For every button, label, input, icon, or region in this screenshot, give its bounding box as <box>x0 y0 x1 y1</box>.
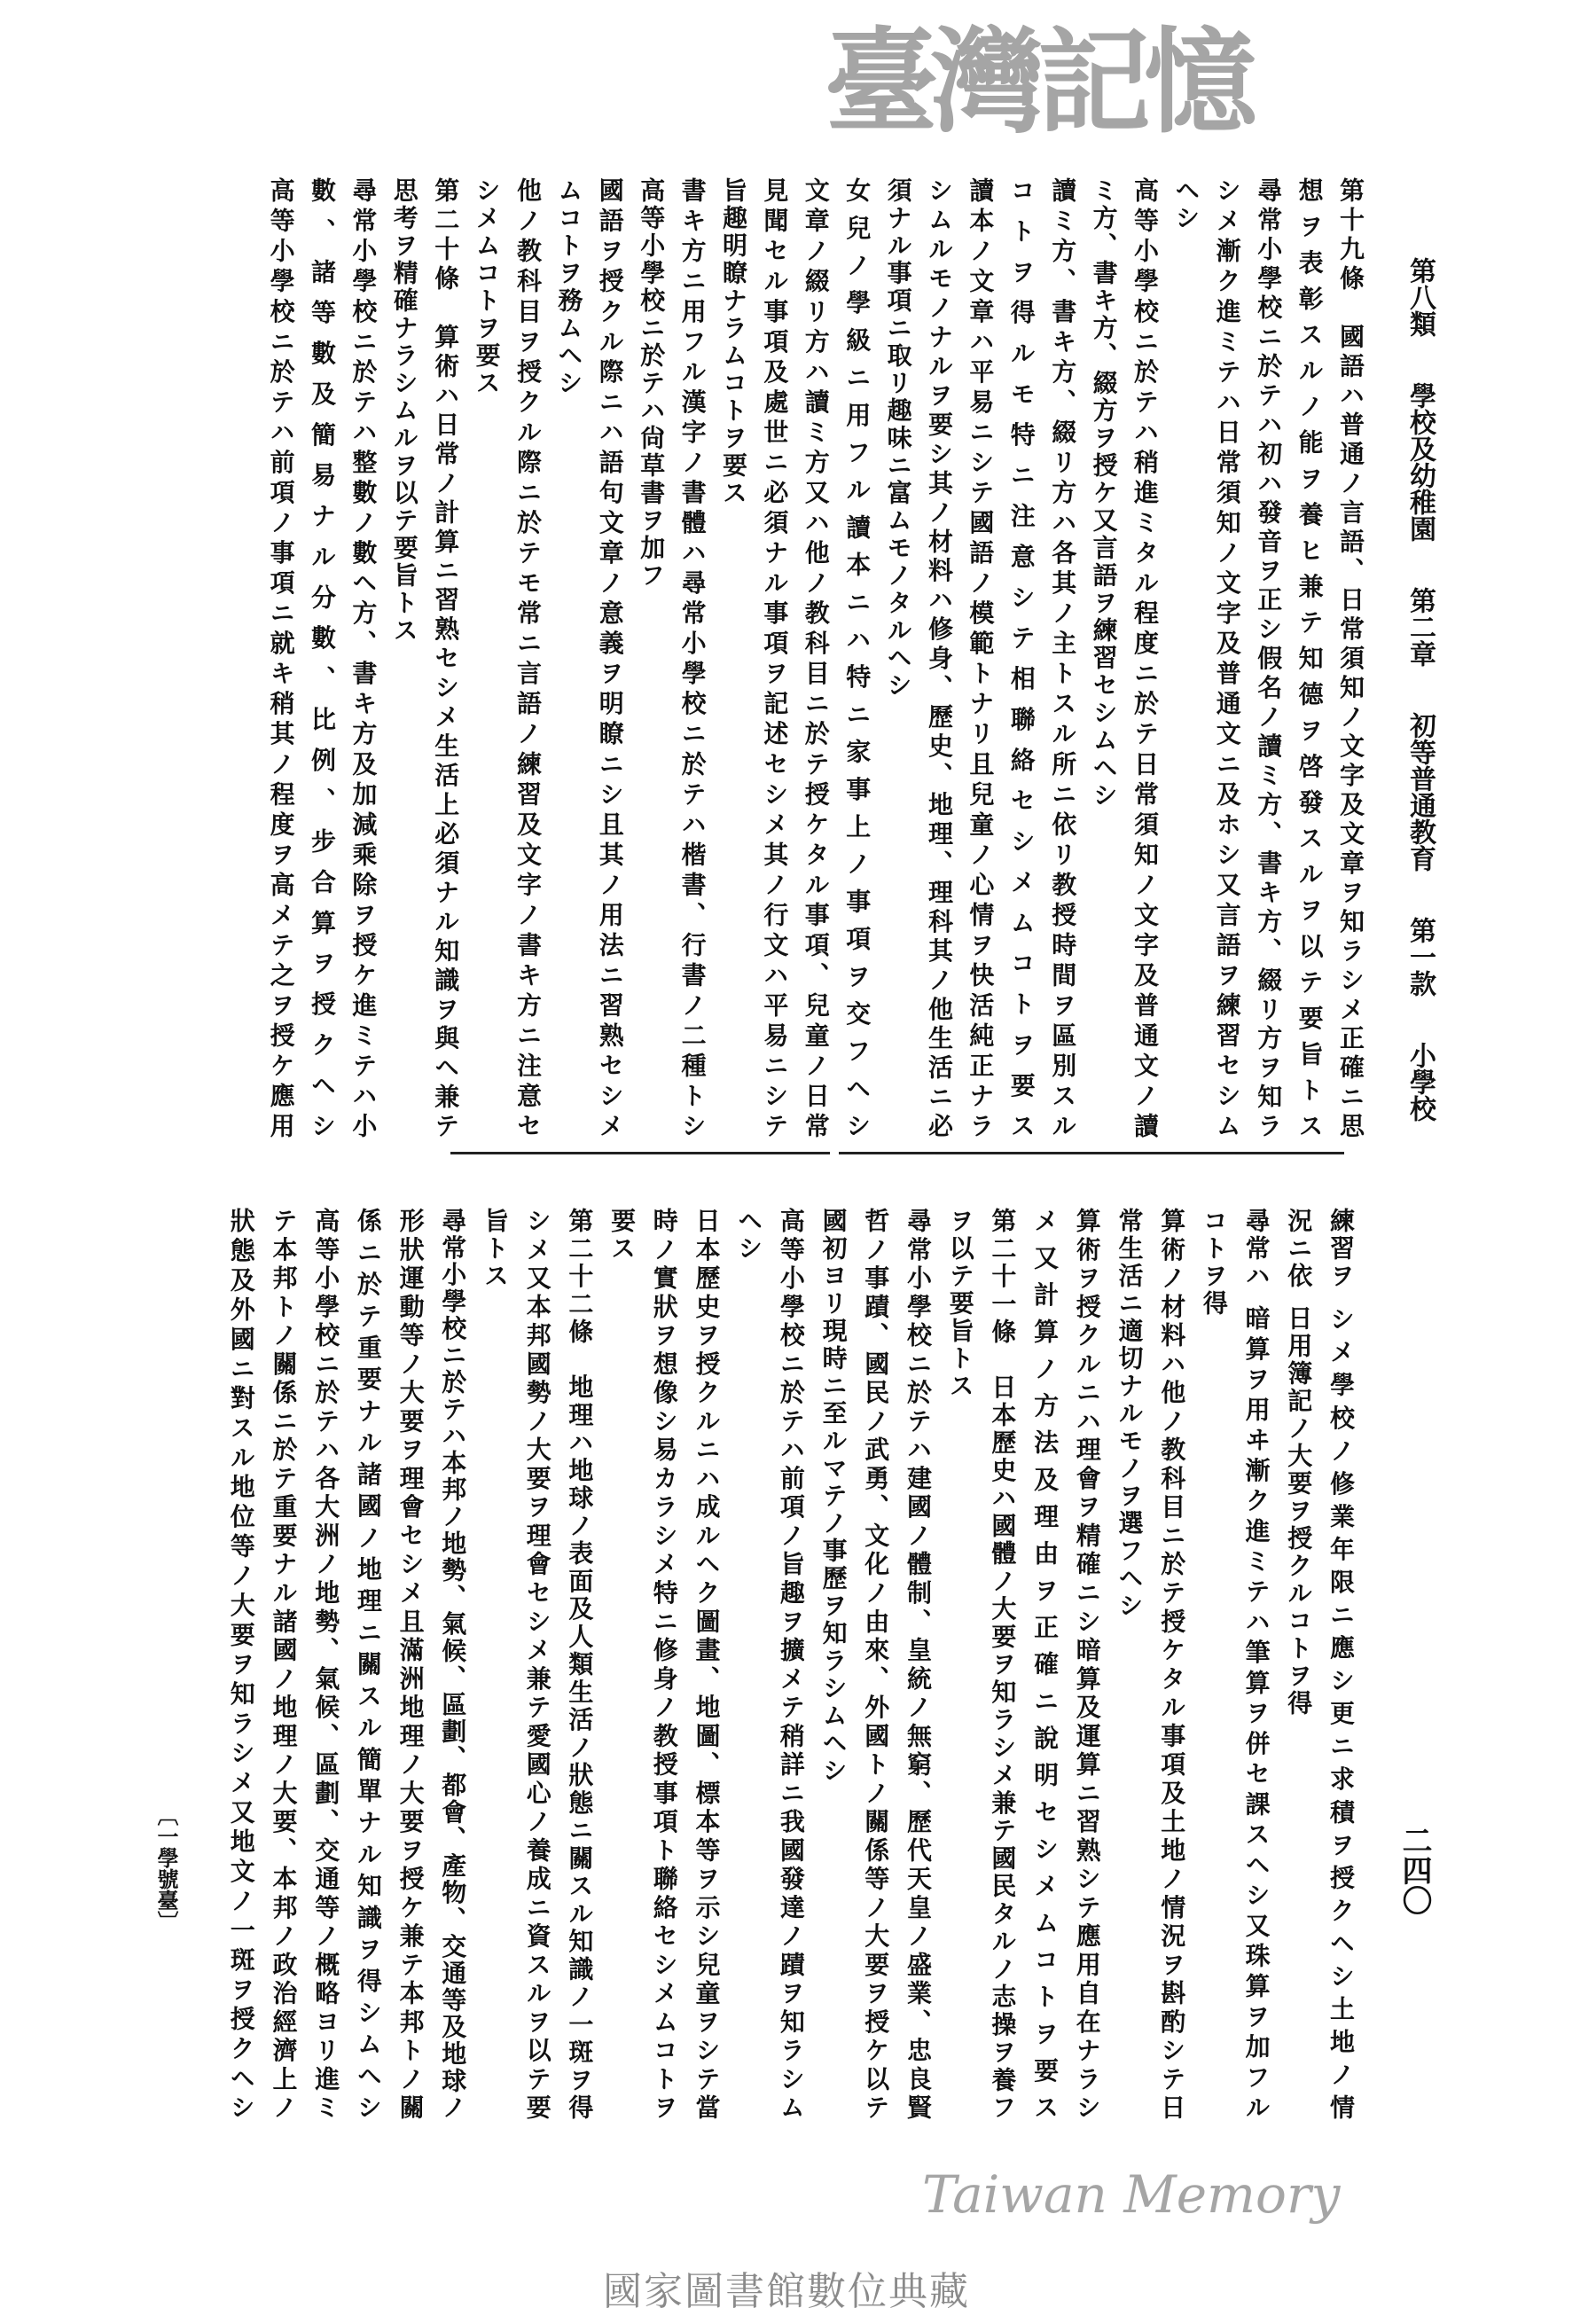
running-head-part: 第八類 <box>1404 257 1436 337</box>
watermark-logo: 臺灣記憶 <box>825 16 1251 149</box>
text-column: 思考ヲ精確ナラシムルヲ以テ要旨トス <box>389 177 419 645</box>
text-column: シメムコトヲ要ス <box>472 177 502 397</box>
running-head-part: 第一款 <box>1404 917 1436 997</box>
text-column-continuation: 暗算ヲ用ヰ漸ク進ミテハ筆算ヲ併セ課スヘシ又珠算ヲ加フル <box>1241 1305 1271 2119</box>
text-column: シメ漸ク進ミテハ日常須知ノ文字及普通文ニ及ホシ又言語ヲ練習セシム <box>1212 177 1242 1138</box>
text-column: 他ノ教科目ヲ授クル際ニ於テモ常ニ言語ノ練習及文字ノ書キ方ニ注意セ <box>513 177 543 1138</box>
text-column: 算術ヲ授クルニハ理會ヲ精確ニシ暗算及運算ニ習熟シテ應用自在ナラシ <box>1072 1208 1102 2119</box>
text-column: コトヲ得ルモ特ニ注意シテ相聯絡セシメムコトヲ要ス <box>1006 177 1037 1138</box>
text-column: 旨趣明瞭ナラムコトヲ要ス <box>719 177 748 507</box>
text-column: 國語ヲ授クル際ニハ語句文章ノ意義ヲ明瞭ニシ且其ノ用法ニ習熟セシメ <box>595 177 625 1138</box>
text-column: 尋常小學校ニ於テハ整數ノ數ヘ方、書キ方及加減乘除ヲ授ケ進ミテハ小 <box>348 177 379 1138</box>
text-column: 文章ノ綴リ方ハ讀ミ方又ハ他ノ教科目ニ於テ授ケタル事項、兒童ノ日常 <box>801 177 831 1138</box>
text-column: 第二十一條 日本歷史ハ國體ノ大要ヲ知ラシメ兼テ國民タルノ志操ヲ養フ <box>988 1208 1018 2119</box>
text-column: メ又計算ノ方法及理由ヲ正確ニ說明セシメムコトヲ要ス <box>1030 1208 1060 2119</box>
text-column: 高等小學校ニ於テハ前項ノ事項ニ就キ稍其ノ程度ヲ高メテ之ヲ授ケ應用 <box>266 177 296 1138</box>
text-column: 尋常小學校ニ於テハ初ハ發音ヲ正シ假名ノ讀ミ方、書キ方、綴リ方ヲ知ラ <box>1254 177 1284 1138</box>
text-column: 女兒ノ學級ニ用フル讀本ニハ特ニ家事上ノ事項ヲ交フヘシ <box>842 177 872 1138</box>
text-column: 書キ方ニ用フル漢字ノ書體ハ尋常小學校ニ於テハ楷書、行書ノ二種トシ <box>677 177 708 1138</box>
text-column-continuation: 日用簿記ノ大要ヲ授クルコトヲ得 <box>1284 1305 1314 1717</box>
text-column: 讀ミ方、書キ方、綴リ方ハ各其ノ主トスル所ニ依リ教授時間ヲ區別スル <box>1048 177 1078 1138</box>
text-column: 高等小學校ニ於テハ各大洲ノ地勢、氣候、區劃、交通等ノ概略ヨリ進ミ <box>311 1208 341 2119</box>
running-head <box>1399 257 1440 1122</box>
text-column: 哲ノ事蹟、國民ノ武勇、文化ノ由來、外國トノ關係等ノ大要ヲ授ケ以テ <box>861 1208 891 2119</box>
text-column: 高等小學校ニ於テハ稍進ミタル程度ニ於テ日常須知ノ文字及普通文ノ讀 <box>1130 177 1160 1138</box>
running-head-part: 學校及幼稚園 <box>1404 382 1436 542</box>
text-column: シメ又本邦國勢ノ大要ヲ理會セシメ兼テ愛國心ノ養成ニ資スルヲ以テ要 <box>522 1208 552 2119</box>
text-column: 練習ヲ <box>1326 1208 1356 1290</box>
running-head-part: 小學校 <box>1404 1042 1436 1122</box>
text-column: 狀態及外國ニ對スル地位等ノ大要ヲ知ラシメ又地文ノ一斑ヲ授クヘシ <box>226 1208 256 2119</box>
text-column: 第二十條 算術ハ日常ノ計算ニ習熟セシメ生活上必須ナル知識ヲ與ヘ兼テ <box>431 177 461 1138</box>
text-column: テ本邦トノ關係ニ於テ重要ナル諸國ノ地理ノ大要、本邦ノ政治經濟上ノ <box>269 1208 299 2119</box>
text-column: 時ノ實狀ヲ想像シ易カラシメ特ニ修身ノ教授事項ト聯絡セシメムコトヲ <box>649 1208 679 2119</box>
text-column: 國初ヨリ現時ニ至ルマテノ事歷ヲ知ラシムヘシ <box>818 1208 849 1785</box>
text-column: 第十九條 國語ハ普通ノ言語、日常須知ノ文字及文章ヲ知ラシメ正確ニ思 <box>1336 177 1365 1138</box>
text-column: シムルモノナルヲ要シ其ノ材料ハ修身、歷史、地理、理科其ノ他生活ニ必 <box>925 177 954 1138</box>
text-column: 算術ノ材料ハ他ノ教科目ニ於テ授ケタル事項及土地ノ情況ヲ斟酌シテ日 <box>1157 1208 1187 2119</box>
text-column: 第二十二條 地理ハ地球ノ表面及人類生活ノ狀態ニ關スル知識ノ一斑ヲ得 <box>565 1208 595 2119</box>
page-number: 二四〇 <box>1396 1825 1432 1915</box>
text-column: 高等小學校ニ於テハ尙草書ヲ加フ <box>637 177 667 590</box>
text-column: ミ方、書キ方、綴方ヲ授ケ又言語ヲ練習セシムヘシ <box>1089 177 1119 810</box>
running-head-part: 初等普通教育 <box>1404 712 1436 872</box>
text-column: 形狀運動等ノ大要ヲ理會セシメ且滿洲地理ノ大要ヲ授ケ兼テ本邦トノ關 <box>395 1208 426 2119</box>
library-stamp: 〔一學號臺〕 <box>153 1804 179 1932</box>
text-column: ムコトヲ務ムヘシ <box>554 177 584 397</box>
running-head-part: 第二章 <box>1404 587 1436 667</box>
text-column: 尋常ハ <box>1241 1208 1271 1290</box>
text-column: 旨トス <box>481 1208 510 1290</box>
text-column: 常生活ニ適切ナルモノヲ選フヘシ <box>1115 1208 1145 1620</box>
text-column: ヘシ <box>734 1208 764 1263</box>
text-column-continuation: シメ學校ノ修業年限ニ應シ更ニ求積ヲ授クヘシ土地ノ情 <box>1326 1306 1356 2119</box>
text-column: 數、諸等數及簡易ナル分數、比例、步合算ヲ授クヘシ <box>308 177 337 1138</box>
text-column: 要ス <box>607 1208 638 1263</box>
text-column: ヘシ <box>1171 177 1201 232</box>
text-column: 讀本ノ文章ハ平易ニシテ國語ノ模範トナリ且兒童ノ心情ヲ快活純正ナラ <box>966 177 996 1138</box>
text-column: 須ナル事項ニ取リ趣味ニ富ムモノタルヘシ <box>883 177 913 700</box>
section-divider <box>450 1152 830 1154</box>
text-column: 見聞セル事項及處世ニ必須ナル事項ヲ記述セシメ其ノ行文ハ平易ニシテ <box>760 177 790 1138</box>
text-column: 日本歷史ヲ授クルニハ成ルヘク圖畫、地圖、標本等ヲ示シ兒童ヲシテ當 <box>692 1208 722 2119</box>
text-column: ヲ以テ要旨トス <box>945 1208 975 1400</box>
text-column: 尋常小學校ニ於テハ本邦ノ地勢、氣候、區劃、都會、產物、交通等及地球ノ <box>438 1208 468 2119</box>
text-column: 況ニ依 <box>1284 1208 1314 1290</box>
text-column: コトヲ得 <box>1199 1208 1229 1318</box>
text-column: 係ニ於テ重要ナル諸國ノ地理ニ關スル簡單ナル知識ヲ得シムヘシ <box>353 1208 383 2120</box>
watermark-logo-text: Taiwan Memory <box>922 2164 1341 2225</box>
section-divider <box>839 1152 1344 1154</box>
text-column: 尋常小學校ニ於テハ建國ノ體制、皇統ノ無窮、歷代天皇ノ盛業、忠良賢 <box>904 1208 933 2119</box>
text-column: 高等小學校ニ於テハ前項ノ旨趣ヲ擴メテ稍詳ニ我國發達ノ蹟ヲ知ラシム <box>776 1208 806 2119</box>
text-column: 想ヲ表彰スルノ能ヲ養ヒ兼テ知德ヲ啓發スルヲ以テ要旨トス <box>1295 177 1325 1138</box>
footer-credit: 國家圖書館數位典藏 <box>603 2269 970 2314</box>
